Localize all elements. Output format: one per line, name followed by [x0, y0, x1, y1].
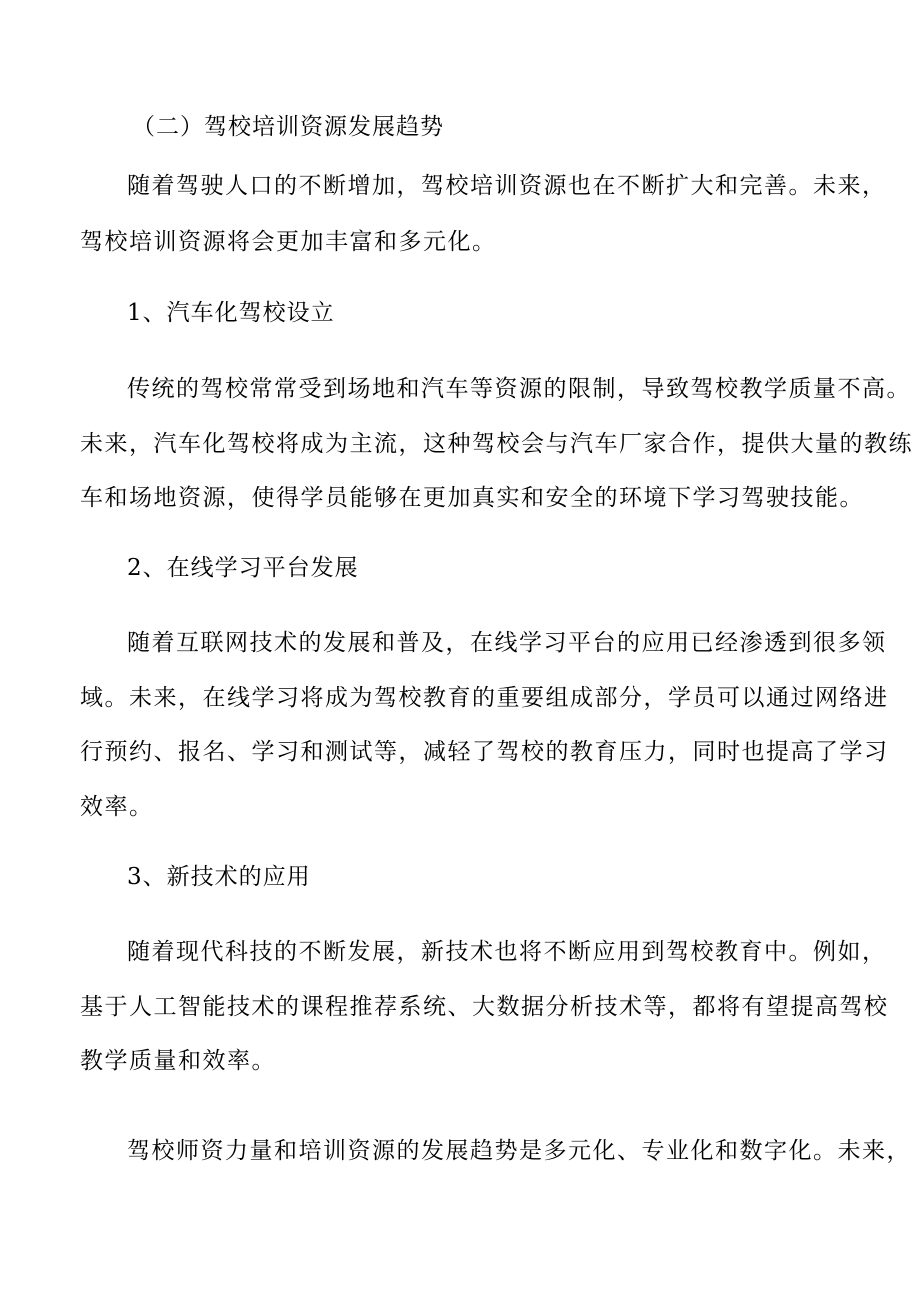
paragraph-line: 随着驾驶人口的不断增加，驾校培训资源也在不断扩大和完善。未来，	[127, 173, 887, 199]
paragraph-line: 车和场地资源，使得学员能够在更加真实和安全的环境下学习驾驶技能。	[80, 485, 864, 511]
item-heading: 1、汽车化驾校设立	[127, 300, 335, 326]
section-heading: （二）驾校培训资源发展趋势	[132, 114, 444, 140]
paragraph-line: 效率。	[80, 794, 154, 820]
paragraph-line: 行预约、报名、学习和测试等，减轻了驾校的教育压力，同时也提高了学习	[80, 739, 889, 765]
item-heading: 3、新技术的应用	[127, 864, 311, 890]
paragraph-line: 驾校师资力量和培训资源的发展趋势是多元化、专业化和数字化。未来，	[127, 1138, 911, 1164]
paragraph-line: 随着现代科技的不断发展，新技术也将不断应用到驾校教育中。例如，	[127, 939, 887, 965]
paragraph-line: 教学质量和效率。	[80, 1048, 276, 1074]
paragraph-line: 基于人工智能技术的课程推荐系统、大数据分析技术等，都将有望提高驾校	[80, 994, 889, 1020]
paragraph-line: 域。未来，在线学习将成为驾校教育的重要组成部分，学员可以通过网络进	[80, 685, 889, 711]
paragraph-line: 驾校培训资源将会更加丰富和多元化。	[80, 229, 497, 255]
paragraph-line: 未来，汽车化驾校将成为主流，这种驾校会与汽车厂家合作，提供大量的教练	[80, 431, 913, 457]
paragraph-line: 传统的驾校常常受到场地和汽车等资源的限制，导致驾校教学质量不高。	[127, 376, 911, 402]
paragraph-line: 随着互联网技术的发展和普及，在线学习平台的应用已经渗透到很多领	[127, 630, 887, 656]
item-heading: 2、在线学习平台发展	[127, 555, 359, 581]
